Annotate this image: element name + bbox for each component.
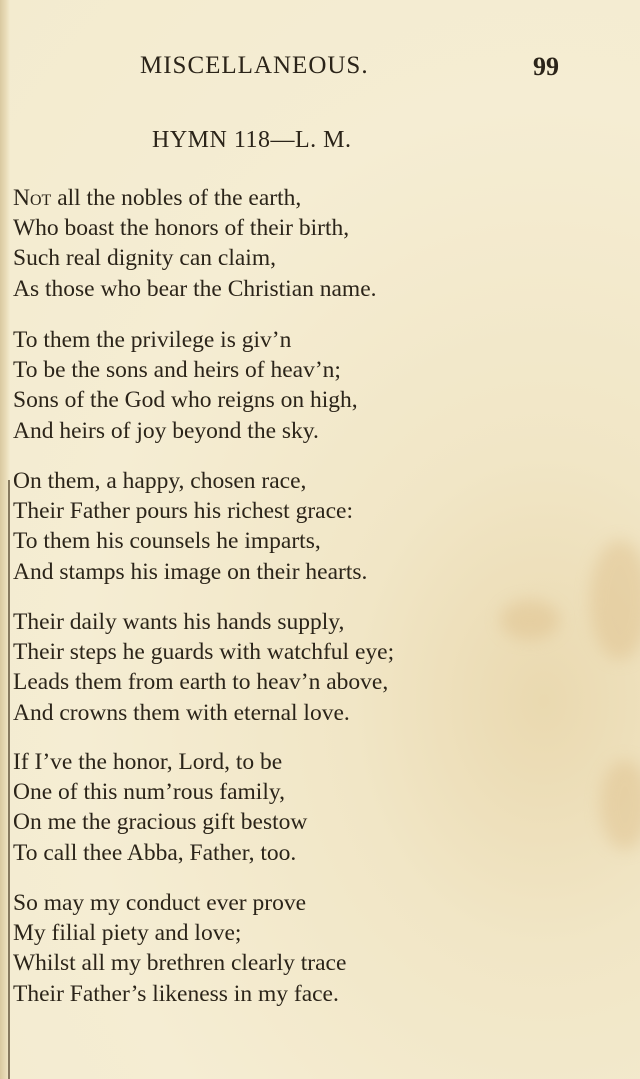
verse-line: As those who bear the Christian name. [13,275,377,302]
verse-line: Whilst all my brethren clearly trace [13,950,347,977]
page-number: 99 [533,52,559,81]
paper-stain [500,600,560,640]
verse-line: So may my conduct ever prove [13,890,307,916]
verse-line: Such real dignity can claim, [13,245,276,272]
verse-line: Sons of the God who reigns on high, [13,387,358,414]
verse-line: Their Father pours his richest grace: [13,498,353,525]
verse-line: And stamps his image on their hearts. [13,558,368,585]
hymn-title: HYMN 118—L. M. [152,127,352,153]
verse-line: On them, a happy, chosen race, [13,468,307,494]
verse-text: all the nobles of the earth, [57,185,302,211]
verse-line [13,183,377,213]
verse-line: To call thee Abba, Father, too. [13,839,297,866]
verse-line: Leads them from earth to heav’n above, [13,669,389,696]
paper-stain [590,540,640,660]
verse-line: And heirs of joy beyond the sky. [13,417,319,444]
verse-line: To them the privilege is giv’n [13,327,292,353]
stanza [13,466,367,587]
verse-line: My filial piety and love; [13,920,242,947]
verse-line: Who boast the honors of their birth, [13,215,350,242]
stanza [13,747,307,868]
verse-line: Their steps he guards with watchful eye; [13,639,395,666]
verse-line: If I’ve the honor, Lord, to be [13,749,283,775]
verse-line: On me the gracious gift bestow [13,809,308,836]
verse-line: And crowns them with eternal love. [13,699,350,726]
verse-line: Their Father’s likeness in my face. [13,980,339,1007]
running-title: MISCELLANEOUS. [140,52,369,79]
stanza [13,183,377,304]
verse-line: One of this num’rous family, [13,779,285,806]
paper-stain [600,760,640,850]
stanza [13,607,394,728]
verse-line: To them his counsels he imparts, [13,528,321,555]
stanza [13,888,346,1009]
verse-line: Their daily wants his hands supply, [13,609,345,635]
verse-line: To be the sons and heirs of heav’n; [13,357,341,384]
stanza [13,325,358,446]
small-caps-opening: Not [13,185,58,211]
binding-edge [8,480,10,1079]
